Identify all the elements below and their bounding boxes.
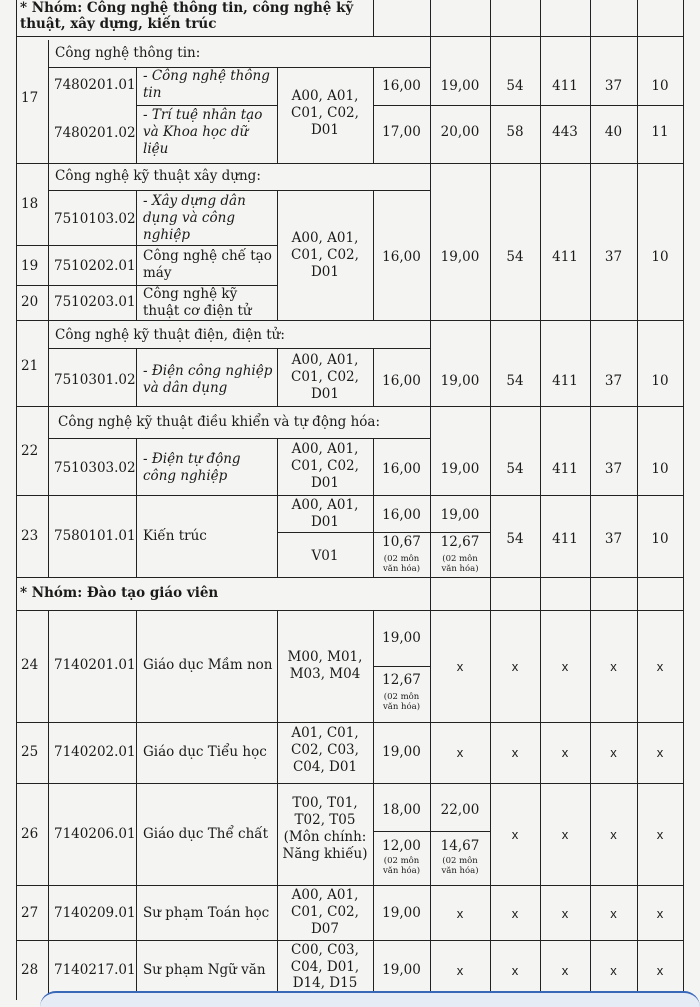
grid-line: [16, 885, 683, 886]
value-b: x: [456, 906, 464, 921]
value-f: 10: [651, 461, 669, 477]
score-b: 19,00: [440, 78, 480, 94]
grid-line: [48, 40, 49, 577]
score-a: 12,00: [382, 838, 421, 854]
group-heading: * Nhóm: Công nghệ thông tin, công nghệ kỹ thuật, xây dựng, kiến trúc: [20, 0, 354, 32]
subject-combination: A00, A01, D01: [291, 497, 359, 530]
score-b: 14,67: [440, 838, 480, 854]
grid-line: [48, 438, 430, 439]
subject-combination: A00, A01, C01, C02, D01: [291, 230, 359, 280]
value-b: x: [456, 745, 464, 760]
subject-combination: T00, T01, T02, T05 (Môn chính: Năng khiếu): [282, 795, 368, 862]
score-note: (02 môn văn hóa): [441, 856, 479, 876]
grid-line: [683, 0, 684, 1000]
score-note: (02 môn văn hóa): [382, 692, 421, 712]
major-code: 7140206.01: [54, 826, 136, 842]
score-b: 19,00: [440, 249, 480, 265]
value-f: 10: [651, 373, 669, 389]
value-d: x: [561, 906, 569, 921]
value-e: x: [610, 745, 617, 760]
major-code: 7510303.02: [54, 460, 136, 476]
value-e: 37: [604, 249, 623, 265]
score-a: 12,67: [382, 672, 421, 688]
value-c: 54: [506, 78, 524, 94]
grid-line: [136, 67, 137, 163]
score-a: 16,00: [382, 78, 421, 94]
score-a: 10,67: [382, 534, 421, 550]
score-a: 16,00: [382, 249, 421, 265]
value-c: 54: [506, 373, 524, 389]
major-code: 7580101.01: [54, 528, 136, 544]
grid-line: [48, 348, 430, 349]
major-name: - Điện tự động công nghiệp: [143, 451, 241, 484]
value-d: 411: [552, 531, 578, 547]
page-footer-band: [40, 991, 700, 1007]
major-code: 7140201.01: [54, 657, 136, 673]
grid-line: [16, 940, 683, 941]
value-f: 11: [651, 124, 669, 140]
score-b: 20,00: [440, 124, 480, 140]
row-number: 23: [21, 528, 39, 544]
score-b: 19,00: [440, 373, 480, 389]
value-e: x: [610, 827, 617, 842]
value-c: x: [511, 827, 519, 842]
row-number: 28: [21, 962, 39, 978]
row-number: 20: [21, 294, 39, 310]
subject-combination: A00, A01, C01, C02, D07: [291, 887, 359, 937]
grid-line: [373, 831, 490, 832]
value-d: x: [561, 963, 569, 978]
value-c: 54: [506, 461, 524, 477]
row-number: 25: [21, 744, 39, 760]
grid-line: [16, 610, 683, 611]
value-d: 411: [552, 461, 578, 477]
grid-line: [373, 105, 683, 106]
grid-line: [16, 0, 17, 1000]
value-c: 54: [506, 531, 524, 547]
major-name: - Công nghệ thông tin: [143, 68, 270, 101]
score-b: 19,00: [440, 507, 480, 523]
major-name: Giáo dục Mầm non: [143, 657, 273, 673]
subject-combination: A00, A01, C01, C02, D01: [291, 88, 359, 138]
grid-line: [490, 0, 491, 1000]
value-f: 10: [651, 249, 669, 265]
grid-line: [136, 348, 137, 406]
score-a: 16,00: [382, 507, 421, 523]
subject-combination: A00, A01, C01, C02, D01: [291, 352, 359, 402]
score-b: 19,00: [440, 461, 480, 477]
row-number: 21: [21, 358, 39, 374]
value-c: 54: [506, 249, 524, 265]
major-name: Giáo dục Tiểu học: [143, 744, 267, 760]
major-code: 7510301.02: [54, 372, 136, 388]
value-c: x: [511, 745, 519, 760]
grid-line: [16, 495, 683, 496]
value-e: 37: [604, 373, 623, 389]
major-name: Công nghệ kỹ thuật cơ điện tử: [143, 286, 252, 319]
grid-line: [136, 438, 137, 577]
row-number: 22: [21, 443, 39, 459]
major-name: Giáo dục Thể chất: [143, 826, 269, 842]
value-b: x: [456, 659, 464, 674]
subject-combination: M00, M01, M03, M04: [287, 649, 363, 682]
value-f: x: [656, 963, 664, 978]
major-name: Sư phạm Toán học: [143, 905, 270, 921]
value-f: x: [656, 906, 664, 921]
value-e: x: [610, 659, 617, 674]
subgroup-heading: Công nghệ kỹ thuật xây dựng:: [55, 168, 261, 184]
value-e: x: [610, 963, 617, 978]
score-note: (02 môn văn hóa): [441, 554, 479, 574]
value-e: 37: [604, 461, 623, 477]
grid-line: [136, 105, 277, 106]
grid-line: [16, 36, 683, 37]
value-d: 411: [552, 78, 578, 94]
value-c: x: [511, 659, 519, 674]
grid-line: [540, 0, 541, 1000]
grid-line: [16, 406, 683, 407]
value-d: x: [561, 659, 569, 674]
row-number: 17: [21, 90, 39, 106]
value-c: x: [511, 963, 519, 978]
grid-line: [16, 245, 277, 246]
score-a: 18,00: [382, 802, 421, 818]
grid-line: [637, 0, 638, 1000]
score-note: (02 môn văn hóa): [382, 856, 421, 876]
value-c: 58: [506, 124, 524, 140]
subject-combination: V01: [311, 548, 339, 564]
grid-line: [16, 163, 683, 164]
group-heading: * Nhóm: Đào tạo giáo viên: [20, 585, 219, 601]
grid-line: [16, 722, 683, 723]
value-d: x: [561, 827, 569, 842]
major-code: 7140202.01: [54, 744, 136, 760]
major-name: Kiến trúc: [143, 528, 207, 544]
value-d: x: [561, 745, 569, 760]
subject-combination: A01, C01, C02, C03, C04, D01: [291, 725, 359, 775]
value-e: 40: [604, 124, 623, 140]
major-name: Sư phạm Ngữ văn: [143, 962, 266, 978]
subject-combination: A00, A01, C01, C02, D01: [291, 441, 359, 491]
major-code: 7140209.01: [54, 905, 136, 921]
score-a: 19,00: [382, 744, 421, 760]
value-f: 10: [651, 78, 669, 94]
major-code: 7480201.01: [54, 77, 136, 93]
score-a: 16,00: [382, 461, 421, 477]
major-name: - Xây dựng dân dụng và công nghiệp: [143, 193, 246, 243]
value-d: 443: [552, 124, 578, 140]
subgroup-heading: Công nghệ kỹ thuật điều khiển và tự động hóa:: [58, 414, 381, 430]
score-a: 16,00: [382, 373, 421, 389]
grid-line: [373, 666, 430, 667]
score-b: 12,67: [440, 534, 480, 550]
row-number: 27: [21, 905, 39, 921]
score-b: 22,00: [440, 802, 480, 818]
value-e: 37: [604, 78, 623, 94]
grid-line: [16, 320, 683, 321]
row-number: 18: [21, 196, 39, 212]
value-e: x: [610, 906, 617, 921]
value-f: x: [656, 745, 664, 760]
grid-line: [136, 190, 137, 320]
value-c: x: [511, 906, 519, 921]
value-d: 411: [552, 373, 578, 389]
row-number: 26: [21, 826, 39, 842]
grid-line: [373, 0, 374, 36]
major-code: 7510103.02: [54, 211, 136, 227]
major-code: 7510203.01: [54, 294, 136, 310]
grid-line: [16, 577, 683, 578]
major-code: 7480201.02: [54, 125, 136, 141]
major-name: Công nghệ chế tạo máy: [143, 248, 272, 281]
grid-line: [277, 532, 490, 533]
major-name: - Điện công nghiệp và dân dụng: [143, 363, 273, 396]
value-f: x: [656, 659, 664, 674]
score-a: 19,00: [382, 962, 421, 978]
value-f: x: [656, 827, 664, 842]
score-note: (02 môn văn hóa): [382, 554, 421, 574]
row-number: 19: [21, 258, 39, 274]
major-name: - Trí tuệ nhân tạo và Khoa học dữ liệu: [143, 107, 263, 157]
grid-line: [136, 610, 137, 1000]
subject-combination: C00, C03, C04, D01, D14, D15: [290, 942, 360, 991]
score-a: 17,00: [382, 124, 421, 140]
value-d: 411: [552, 249, 578, 265]
score-a: 19,00: [382, 630, 421, 646]
subgroup-heading: Công nghệ kỹ thuật điện, điện tử:: [55, 327, 285, 343]
grid-line: [48, 190, 430, 191]
major-code: 7140217.01: [54, 962, 136, 978]
value-b: x: [456, 963, 464, 978]
grid-line: [16, 783, 683, 784]
row-number: 24: [21, 657, 39, 673]
major-code: 7510202.01: [54, 258, 136, 274]
subgroup-heading: Công nghệ thông tin:: [55, 45, 201, 61]
value-e: 37: [604, 531, 623, 547]
grid-line: [48, 610, 49, 1000]
score-a: 19,00: [382, 905, 421, 921]
grid-line: [590, 0, 591, 1000]
value-f: 10: [651, 531, 669, 547]
